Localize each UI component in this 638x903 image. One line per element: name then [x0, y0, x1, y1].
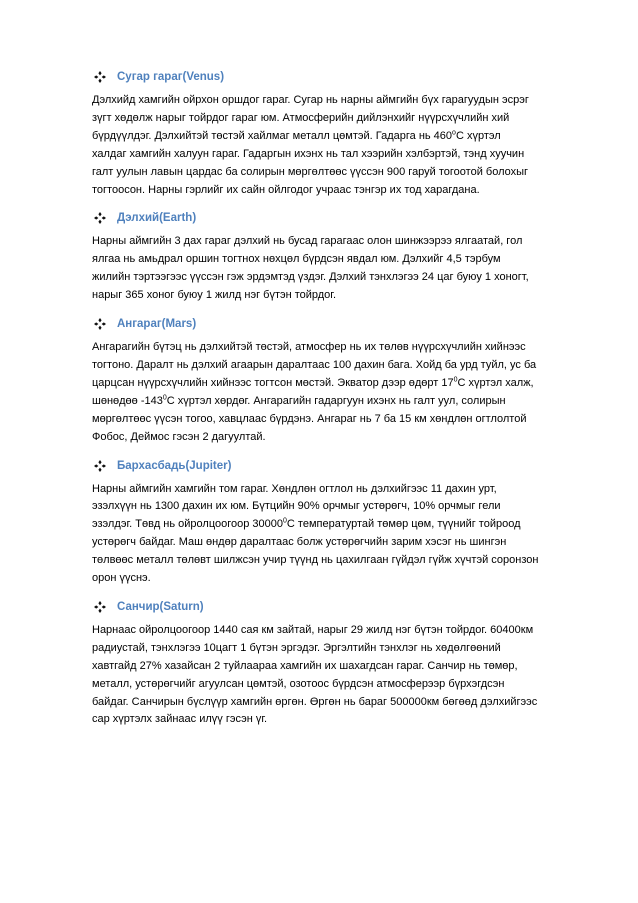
heading-text: Санчир(Saturn) — [117, 600, 204, 613]
degree-superscript: o — [452, 129, 456, 137]
four-diamond-bullet-icon — [94, 601, 106, 613]
line-text: царцсан нүүрсхүчлийн хийнээс тогтсон мөстэй. Экватор дээр өдөрт 17 — [92, 376, 454, 389]
line-text: С хүртэл хөрдөг. Ангарагийн гадаргуун ихэнх нь галт уул, солирын — [166, 394, 506, 407]
paragraph-line — [92, 375, 570, 393]
paragraph-line: жилийн тэртээгээс үүссэн гэж эрдэмтэд үздэг. Дэлхий тэнхлэгээ 24 цаг буюу 1 хоногт, — [92, 271, 529, 284]
paragraph-line: устөрөгч байдаг. Маш өндөр даралтаас болж устөрөгчийн зарим хэсэг нь шингэн — [92, 536, 507, 549]
heading-text: Дэлхий(Earth) — [117, 212, 197, 225]
section-heading — [92, 598, 570, 616]
section-heading — [92, 315, 570, 333]
paragraph-line: нарыг 365 хоног буюу 1 жилд нэг бүтэн тойрдог. — [92, 289, 337, 302]
heading-text: Ангараг(Mars) — [117, 318, 197, 331]
paragraph-line: мөргөлтөөс үүсэн тогоо, хавцлаас бүрдэнэ. Ангараг нь 7 ба 15 км хөндлөн огтлолтой — [92, 412, 527, 425]
line-text: шөнөдөө -143 — [92, 394, 163, 407]
line-text: С хүртэл халж, — [457, 376, 534, 389]
section-earth — [92, 209, 570, 305]
section-paragraph — [92, 92, 570, 199]
heading-text: Сугар гараг(Venus) — [117, 71, 225, 83]
paragraph-line: тогтоосон. Нарны гэрлийг их сайн ойлгодог учраас тэнгэр их тод харагдана. — [92, 183, 480, 196]
section-paragraph — [92, 339, 570, 446]
paragraph-line: байдаг. Санчирын бүслүүр хамгийн өргөн. Өргөн нь бараг 500000км бөгөөд дэлхийгээс — [92, 695, 538, 708]
section-mars — [92, 315, 570, 446]
paragraph-line — [92, 128, 570, 146]
paragraph-line: металл, устөрөгчийг агуулсан цөмтэй, озотоос бүрдсэн атмосферээр бүрхэгдсэн — [92, 677, 505, 690]
paragraph-line: тогтоно. Даралт нь дэлхий агаарын даралтаас 100 дахин бага. Хойд ба урд туйл, ус ба — [92, 358, 537, 371]
paragraph-line: сар хүртэлх зайнаас илүү гэсэн үг. — [92, 713, 268, 726]
section-heading — [92, 457, 570, 475]
degree-superscript: 0 — [453, 376, 458, 384]
four-diamond-bullet-icon — [94, 460, 106, 472]
paragraph-line: радиустай, тэнхлэгээ 10цагт 1 бүтэн эргэдэг. Эргэлтийн тэнхлэг нь хөдөлгөөний — [92, 641, 501, 654]
paragraph-line: Нарны аймгийн 3 дах гараг дэлхий нь бусад гарагаас олон шинжээрээ ялгаатай, гол — [92, 235, 523, 248]
paragraph-line: ялгаа нь амьдрал оршин тогтнох нөхцөл бүрдсэн явдал юм. Дэлхийг 4,5 тэрбум — [92, 253, 501, 266]
section-paragraph — [92, 481, 570, 588]
line-text: С температуртай төмөр цөм, түүнийг тойроод — [286, 518, 521, 531]
section-saturn — [92, 598, 570, 729]
degree-superscript: 0 — [283, 517, 287, 525]
section-jupiter — [92, 457, 570, 588]
section-heading — [92, 68, 570, 86]
four-diamond-bullet-icon — [94, 212, 106, 224]
paragraph-line: зүгт хөдөлж нарыг тойрдог гараг юм. Атмосферийн дийлэнхийг нүүрсхүчлийн хий — [92, 111, 510, 124]
section-paragraph — [92, 233, 570, 305]
paragraph-line: эзэлхүүн нь 1300 дахин их юм. Бүтцийн 90% орчмыг устөрөгч, 10% орчмыг гели — [92, 500, 501, 513]
paragraph-line: Нарны аймгийн хамгийн том гараг. Хөндлөн огтлол нь дэлхийгээс 11 дахин урт, — [92, 482, 497, 495]
heading-text: Бархасбадь(Jupiter) — [117, 459, 232, 472]
paragraph-line: төлвөөс металл төлөвт шилжсэн учир түүнд нь цахилгаан гүйдэл гүйж хүчтэй соронзон — [92, 554, 539, 567]
section-paragraph — [92, 622, 570, 729]
paragraph-line: Ангарагийн бүтэц нь дэлхийтэй төстэй, атмосфер нь их төлөв нүүрсхүчлийн хийнээс — [92, 341, 526, 354]
line-text: C хүртэл — [455, 129, 501, 142]
paragraph-line: хавтгайд 27% хазайсан 2 туйлаараа хамгийн их шахагдсан гараг. Санчир нь төмөр, — [92, 659, 518, 672]
line-text: эзэлдэг. Төвд нь ойролцоогоор 30000 — [92, 518, 284, 531]
line-text: бүрдүүлдэг. Дэлхийтэй төстэй хайлмаг металл цөмтэй. Гадарга нь 460 — [92, 129, 453, 142]
degree-superscript: 0 — [162, 394, 167, 402]
section-venus — [92, 68, 570, 199]
paragraph-line: Фобос, Деймос гэсэн 2 дагуултай. — [92, 430, 266, 443]
paragraph-line: Нарнаас ойролцоогоор 1440 сая км зайтай, нарыг 29 жилд нэг бүтэн тойрдог. 60400км — [92, 623, 534, 636]
paragraph-line: Дэлхийд хамгийн ойрхон оршдог гараг. Сугар нь нарны аймгийн бүх гарагуудын эсрэг — [92, 94, 529, 106]
paragraph-line — [92, 393, 570, 411]
four-diamond-bullet-icon — [94, 71, 106, 83]
paragraph-line: галт уулын лавын цардас ба солирын мөргөлтөөс үүссэн 900 гаруй тогоотой болохыг — [92, 165, 529, 178]
paragraph-line: халдаг хамгийн халуун гараг. Гадаргын ихэнх нь тал хээрийн хэлбэртэй, тэнд хуучин — [92, 147, 525, 160]
paragraph-line: орон үүснэ. — [92, 572, 151, 585]
section-heading — [92, 209, 570, 227]
paragraph-line — [92, 516, 570, 534]
four-diamond-bullet-icon — [94, 318, 106, 330]
